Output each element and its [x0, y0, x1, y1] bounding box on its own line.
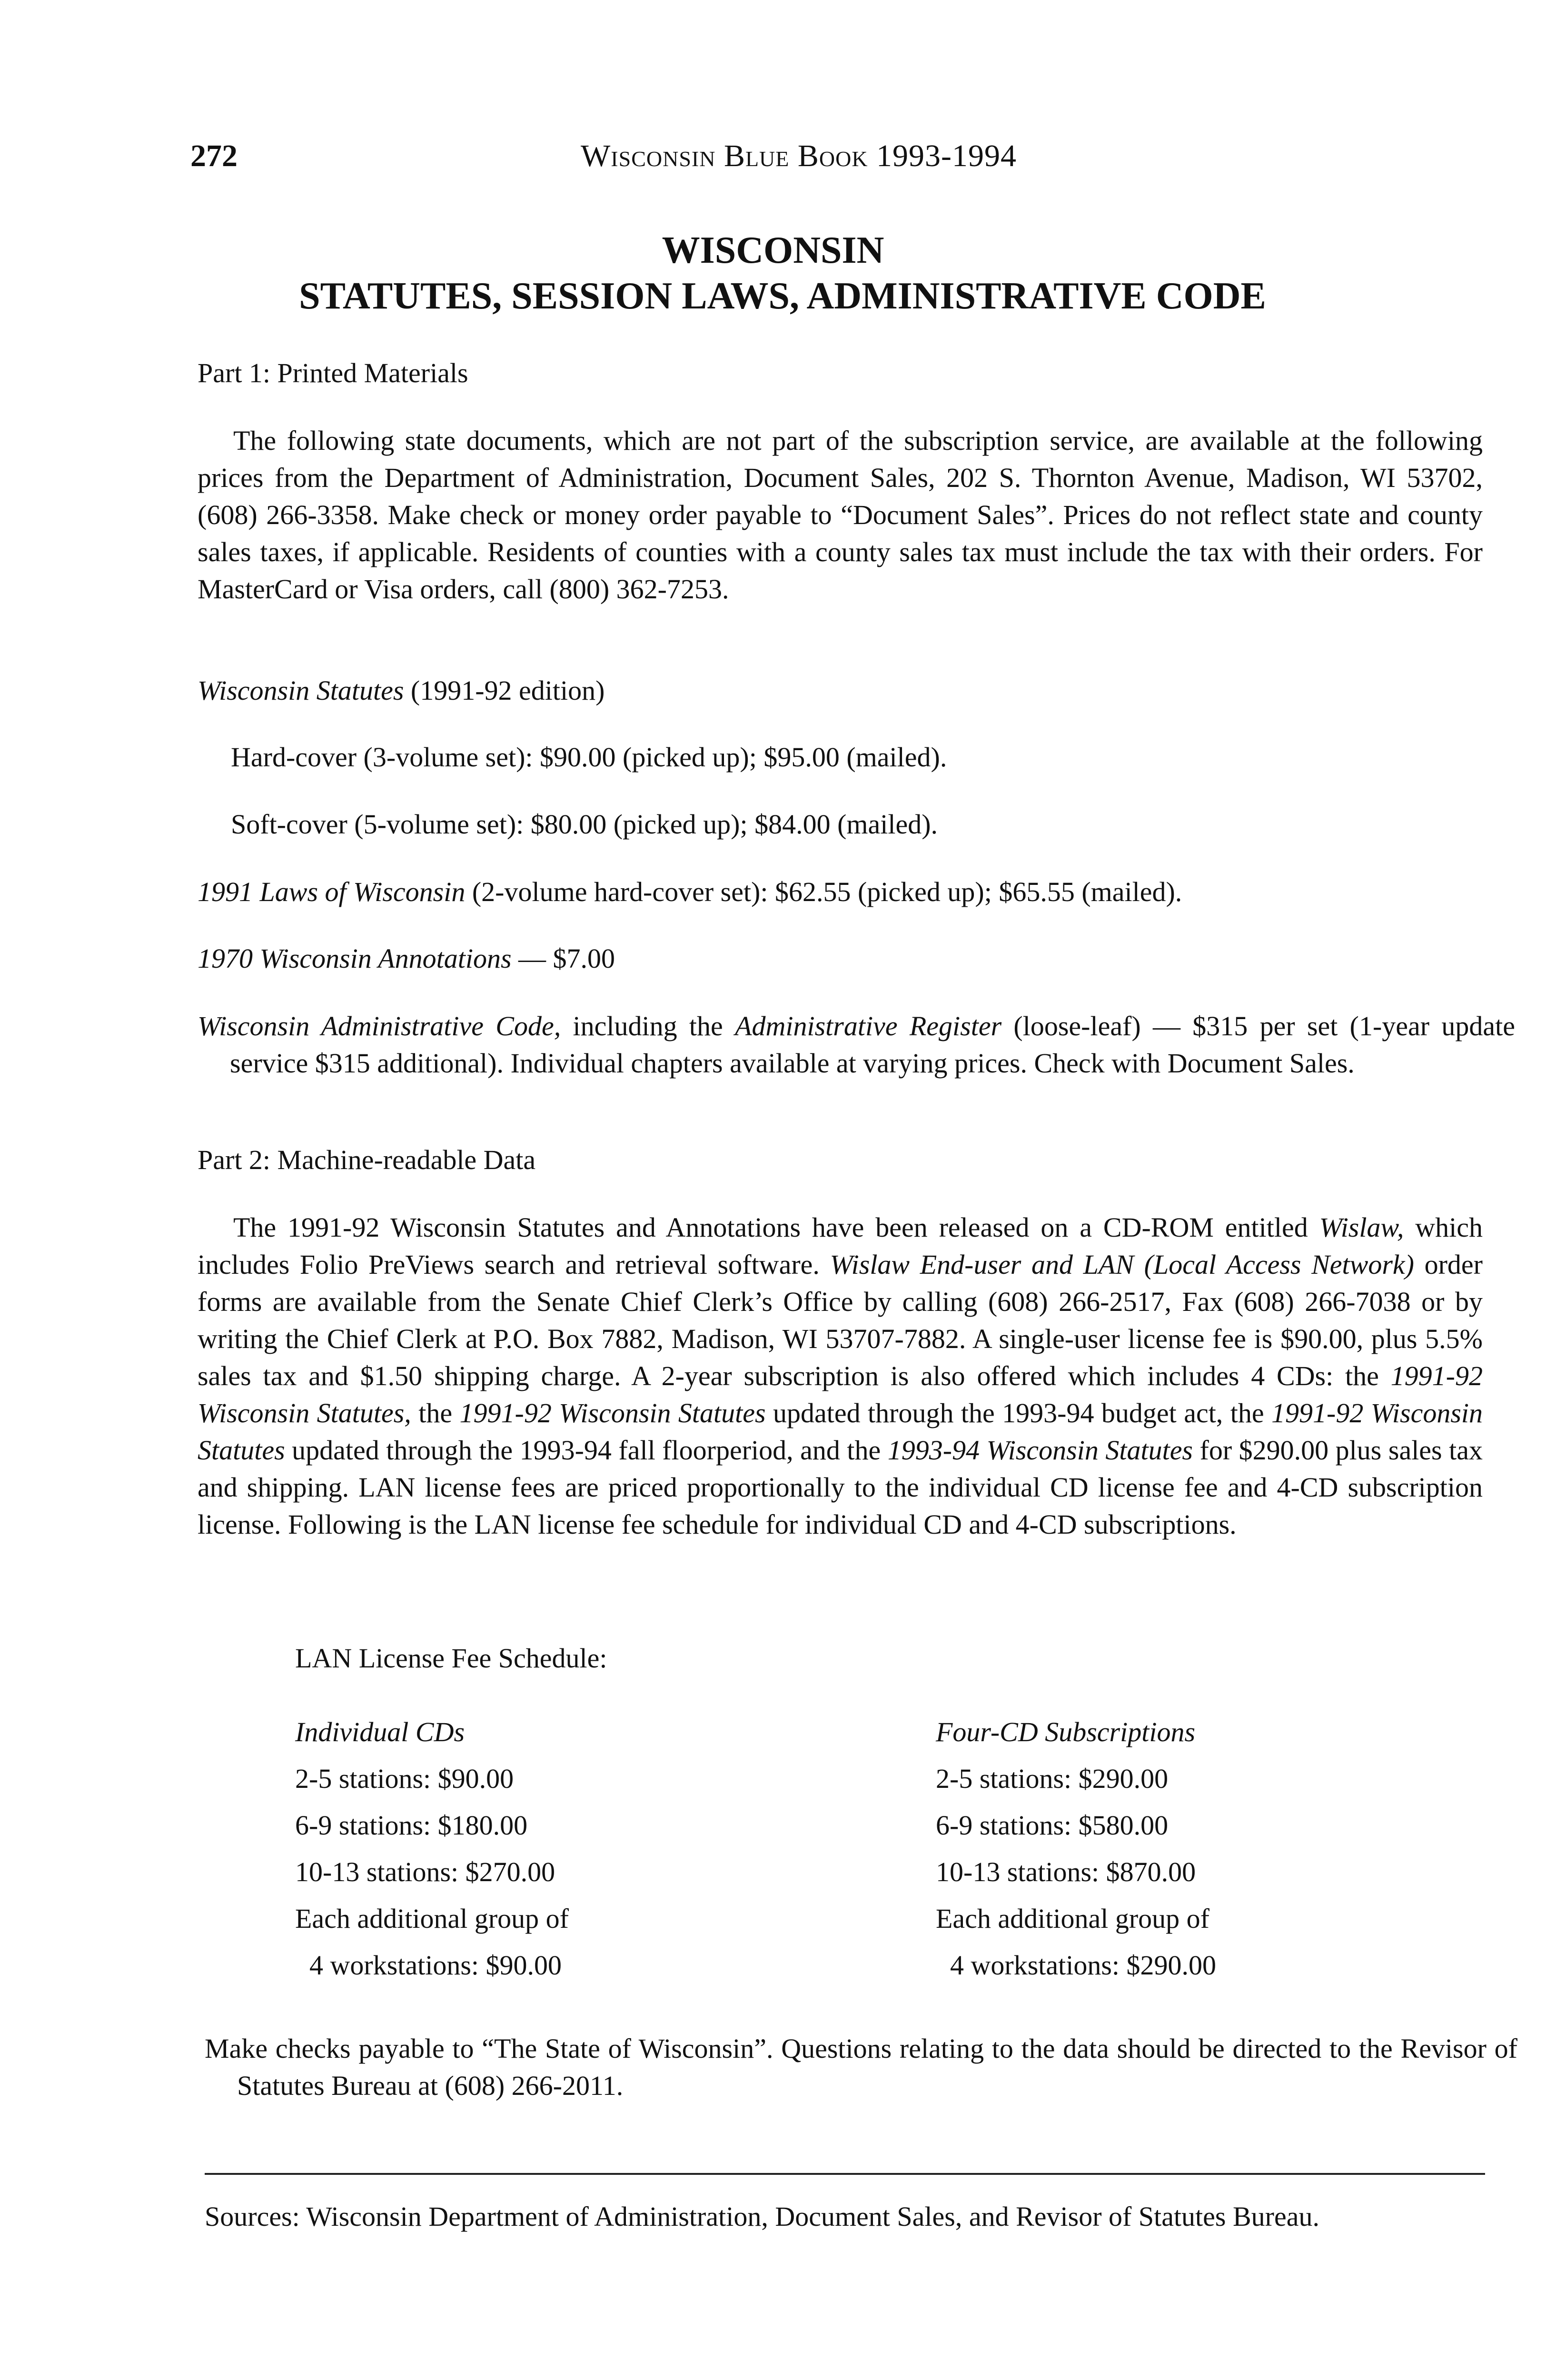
individual-cds-heading: Individual CDs — [295, 1716, 465, 1747]
part2-text-6: updated through the 1993-94 fall floorperiod, and the — [285, 1435, 888, 1466]
statutes-ref-4: 1993-94 Wisconsin Statutes — [887, 1435, 1193, 1466]
subscription-row: 4 workstations: $290.00 — [950, 1950, 1217, 1981]
admin-code-title: Wisconsin Administrative Code, — [198, 1011, 561, 1041]
footnote-divider — [205, 2173, 1485, 2175]
title-line-2: STATUTES, SESSION LAWS, ADMINISTRATIVE CODE — [299, 275, 1266, 317]
part2-paragraph — [198, 1209, 1483, 1543]
individual-row: 2-5 stations: $90.00 — [295, 1763, 514, 1794]
hard-cover-price: Hard-cover (3-volume set): $90.00 (picked up); $95.00 (mailed). — [231, 742, 947, 773]
part2-text-3: order forms are available from the Senate Chief Clerk’s Office by calling (608) 266-2517, Fax (608) 266-7038 or by writing the Chief Clerk at P.O. Box 7882, Madison, WI 53707-7882. A single-user license fee is $90.00, plus 5.5% sales tax and $1.50 shipping charge. A 2-year subscription is also offered which includes 4 CDs: the — [198, 1249, 1483, 1391]
sources-note: Sources: Wisconsin Department of Administration, Document Sales, and Revisor of Statutes Bureau. — [205, 2201, 1319, 2232]
page-title — [0, 228, 1546, 319]
subscription-row: 2-5 stations: $290.00 — [936, 1763, 1169, 1794]
individual-row: 10-13 stations: $270.00 — [295, 1856, 555, 1887]
part1-heading: Part 1: Printed Materials — [198, 357, 468, 388]
running-title: Wisconsin Blue Book 1993-1994 — [581, 139, 1017, 173]
statutes-title: Wisconsin Statutes — [198, 675, 404, 706]
wislaw-title: Wislaw, — [1319, 1212, 1404, 1243]
admin-code-entry — [198, 1008, 1515, 1082]
closing-note: Make checks payable to “The State of Wisconsin”. Questions relating to the data should be directed to the Revisor of Statutes Bureau at (608) 266-2011. — [205, 2033, 1517, 2101]
wislaw-lan-title: Wislaw End-user and LAN (Local Access Network) — [830, 1249, 1414, 1280]
individual-cds-column — [295, 1709, 914, 1989]
individual-row: 6-9 stations: $180.00 — [295, 1810, 528, 1841]
part2-text-4: the — [411, 1398, 460, 1428]
soft-cover-price: Soft-cover (5-volume set): $80.00 (picked up); $84.00 (mailed). — [231, 809, 938, 840]
admin-register-title: Administrative Register — [735, 1011, 1002, 1041]
statutes-ref-3: 1991-92 Wisconsin Statutes — [198, 1398, 1483, 1466]
part2-text-5: updated through the 1993-94 budget act, the — [765, 1398, 1272, 1428]
schedule-heading: LAN License Fee Schedule: — [295, 1643, 607, 1674]
four-cd-heading: Four-CD Subscriptions — [936, 1716, 1196, 1747]
admin-code-detail: (loose-leaf) — $315 per set (1-year update service $315 additional). Individual chapters available at varying prices. Check with Document Sales. — [230, 1011, 1515, 1079]
statutes-line — [198, 672, 1483, 709]
annotations-detail: — $7.00 — [511, 943, 615, 974]
subscription-row: Each additional group of — [936, 1903, 1209, 1934]
four-cd-column — [936, 1709, 1546, 1989]
statutes-edition: (1991-92 edition) — [404, 675, 605, 706]
laws-title: 1991 Laws of Wisconsin — [198, 876, 466, 907]
part2-text-1: The 1991-92 Wisconsin Statutes and Annotations have been released on a CD-ROM entitled — [233, 1212, 1319, 1243]
individual-row: 4 workstations: $90.00 — [309, 1950, 562, 1981]
title-line-1: WISCONSIN — [662, 229, 884, 271]
statutes-ref-1: 1991-92 Wisconsin Statutes, — [198, 1360, 1483, 1428]
laws-line — [198, 873, 1483, 911]
part2-text-7: for $290.00 plus sales tax and shipping. LAN license fees are priced proportionally to the individual CD license fee and 4-CD subscription license. Following is the LAN license fee schedule for individual CD and 4-CD subscriptions. — [198, 1435, 1483, 1540]
annotations-line — [198, 940, 1483, 977]
part2-text-2: which includes Folio PreViews search and retrieval software. — [198, 1212, 1483, 1280]
page-header — [0, 138, 1546, 176]
subscription-row: 6-9 stations: $580.00 — [936, 1810, 1169, 1841]
part1-intro: The following state documents, which are not part of the subscription service, are available at the following prices from the Department of Administration, Document Sales, 202 S. Thornton Avenue, Madison, WI 53702, (608) 266-3358. Make check or money order payable to “Document Sales”. Prices do not reflect state and county sales taxes, if applicable. Residents of counties with a county sales tax must include the tax with their orders. For MasterCard or Visa orders, call (800) 362-7253. — [198, 425, 1483, 605]
subscription-row: 10-13 stations: $870.00 — [936, 1856, 1196, 1887]
fee-schedule-table — [295, 1709, 1437, 2004]
annotations-title: 1970 Wisconsin Annotations — [198, 943, 512, 974]
part2-heading: Part 2: Machine-readable Data — [198, 1144, 536, 1175]
statutes-ref-2: 1991-92 Wisconsin Statutes — [459, 1398, 766, 1428]
admin-code-mid: including the — [561, 1011, 735, 1041]
individual-row: Each additional group of — [295, 1903, 569, 1934]
laws-detail: (2-volume hard-cover set): $62.55 (picked up); $65.55 (mailed). — [465, 876, 1182, 907]
page-number: 272 — [190, 139, 238, 173]
